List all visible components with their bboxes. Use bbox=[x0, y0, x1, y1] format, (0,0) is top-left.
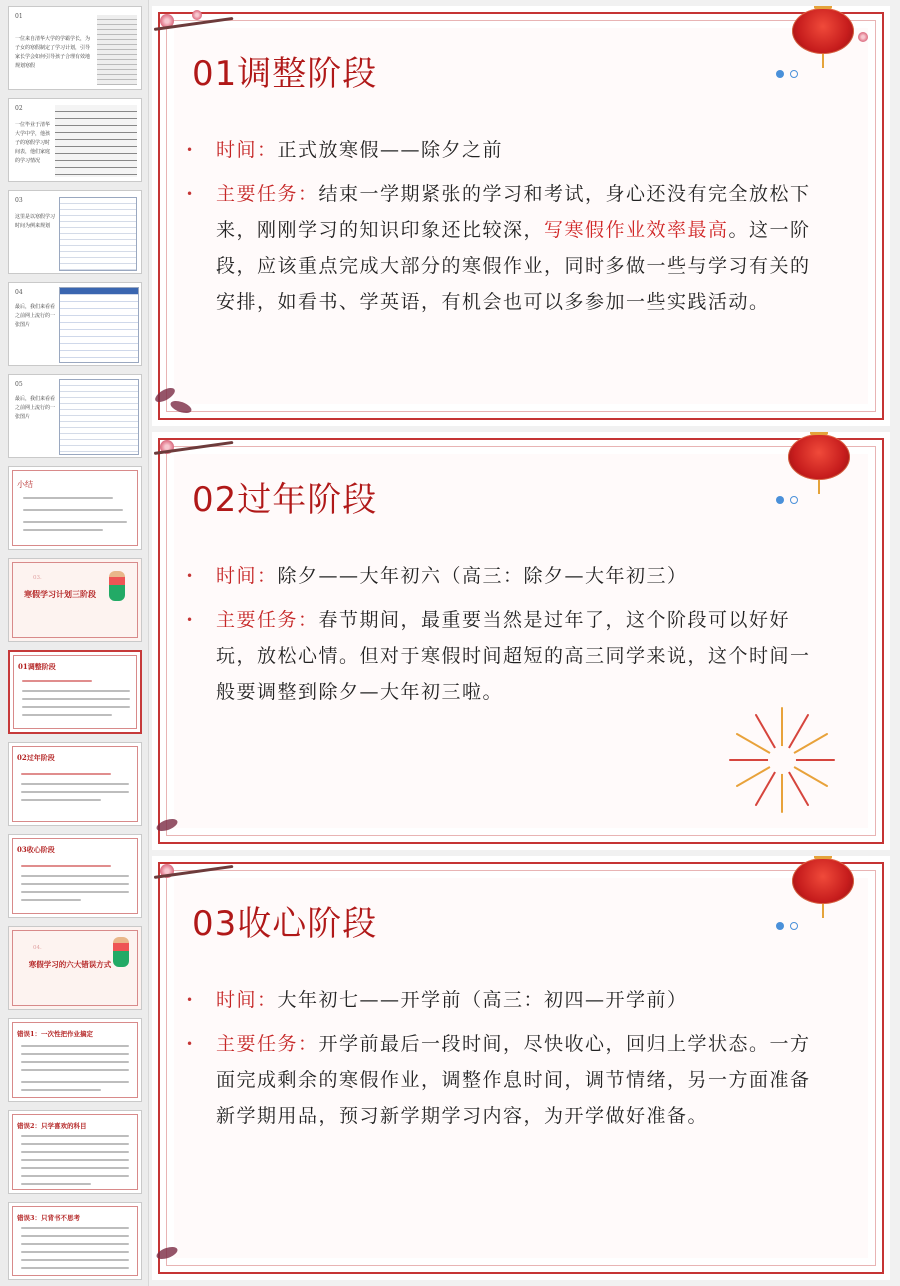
thumbnail-text-line bbox=[22, 680, 92, 682]
thumbnail-text: 最后，我们来看看之前网上流行的一张图片 bbox=[15, 396, 56, 420]
pagination-dots bbox=[776, 70, 806, 80]
thumbnail-number: 04 bbox=[15, 289, 23, 296]
thumbnail-text-line bbox=[21, 875, 129, 877]
thumbnail-text-line bbox=[21, 1089, 101, 1091]
bullet-text bbox=[216, 982, 816, 1018]
thumbnail-title: 错误1：一次性把作业搞定 bbox=[17, 1030, 94, 1038]
bullet-icon: • bbox=[186, 613, 195, 627]
thumbnail-text-line bbox=[22, 706, 130, 708]
thumbnail-slide-13[interactable] bbox=[8, 1110, 142, 1194]
dot-filled-icon bbox=[776, 496, 784, 504]
thumbnail-slide-10[interactable] bbox=[8, 834, 142, 918]
thumbnail-text-line bbox=[21, 1053, 129, 1055]
thumbnail-title: 错误2：只学喜欢的科目 bbox=[17, 1122, 87, 1130]
thumbnail-title: 错误3：只背书不思考 bbox=[17, 1214, 81, 1222]
task-text: 结束一学期紧张的学习和考试，身心还没有完全放松下来，刚刚学习的知识印象还比较深， bbox=[216, 183, 811, 241]
thumbnail-slide-14[interactable] bbox=[8, 1202, 142, 1280]
thumbnail-slide-3[interactable] bbox=[8, 190, 142, 274]
thumbnail-text: 最后，我们来看看之前网上流行的一张图片 bbox=[15, 304, 56, 328]
thumbnail-title: 寒假学习的六大错误方式 bbox=[28, 960, 112, 969]
thumbnail-slide-12[interactable] bbox=[8, 1018, 142, 1102]
thumbnail-text-line bbox=[21, 1143, 129, 1145]
time-value: 大年初七——开学前（高三：初四—开学前） bbox=[277, 989, 688, 1011]
slide-title: 02过年阶段 bbox=[192, 480, 378, 520]
thumbnail-text: 一位毕业于清华大学中学，他孩子的寒假学习时间表，他们家庭的学习情况 bbox=[15, 122, 51, 164]
person-illustration bbox=[109, 571, 125, 601]
thumbnail-text-line bbox=[21, 1183, 91, 1185]
slide-02-new-year-stage[interactable] bbox=[152, 432, 890, 850]
thumbnail-text-line bbox=[23, 497, 113, 499]
thumbnail-text-line bbox=[21, 1259, 129, 1261]
person-illustration bbox=[113, 937, 129, 967]
task-highlight: 写寒假作业效率最高 bbox=[544, 219, 729, 241]
slide-title: 03收心阶段 bbox=[192, 904, 378, 944]
thumbnail-text-line bbox=[21, 799, 101, 801]
thumbnail-text-line bbox=[21, 1061, 129, 1063]
thumbnail-text-line bbox=[21, 1159, 129, 1161]
thumbnail-text-line bbox=[21, 1251, 129, 1253]
thumbnail-slide-6[interactable] bbox=[8, 466, 142, 550]
slide-03-refocus-stage[interactable] bbox=[152, 856, 890, 1280]
thumbnail-text-line bbox=[21, 783, 129, 785]
time-label: 时间： bbox=[216, 989, 278, 1011]
thumbnail-title: 02过年阶段 bbox=[17, 753, 55, 762]
thumbnail-table bbox=[59, 197, 137, 271]
thumbnail-subtitle: 03. bbox=[33, 575, 42, 581]
thumbnail-text-line bbox=[21, 1081, 129, 1083]
task-text-continued: 。这一阶段，应该重点完成大部分的寒假作业，同时多做一些与学习有关的安排，如看书、学英语，有机会也可以多参加一些实践活动。 bbox=[216, 219, 811, 313]
thumbnail-slide-11[interactable] bbox=[8, 926, 142, 1010]
thumbnail-image bbox=[55, 105, 137, 177]
thumbnail-text-line bbox=[21, 1045, 129, 1047]
thumbnail-title: 03收心阶段 bbox=[17, 845, 55, 854]
bullet-icon: • bbox=[186, 143, 195, 157]
thumbnail-number: 01 bbox=[15, 13, 23, 20]
thumbnail-slide-5[interactable] bbox=[8, 374, 142, 458]
time-value: 除夕——大年初六（高三：除夕—大年初三） bbox=[277, 565, 688, 587]
thumbnail-text-line bbox=[21, 1235, 129, 1237]
task-label: 主要任务： bbox=[216, 183, 319, 205]
thumbnail-text-line bbox=[21, 883, 129, 885]
thumbnail-slide-7[interactable] bbox=[8, 558, 142, 642]
bullet-text bbox=[216, 176, 816, 320]
thumbnail-text-line bbox=[22, 698, 130, 700]
thumbnail-text-line bbox=[21, 1175, 129, 1177]
thumbnail-text-line bbox=[23, 509, 123, 511]
thumbnail-text-line bbox=[21, 1167, 129, 1169]
dot-outline-icon bbox=[790, 496, 798, 504]
pagination-dots bbox=[776, 922, 806, 932]
plum-blossom-icon bbox=[858, 32, 868, 42]
task-text: 春节期间，最重要当然是过年了，这个阶段可以好好玩，放松心情。但对于寒假时间超短的高三同学来说，这个时间一般要调整到除夕—大年初三啦。 bbox=[216, 609, 811, 703]
thumbnail-text-line bbox=[23, 529, 103, 531]
thumbnail-subtitle: 04. bbox=[33, 945, 42, 951]
bullet-text bbox=[216, 1026, 816, 1134]
thumbnail-text: 这里是以寒假学习时间为例来规划 bbox=[15, 214, 56, 229]
dot-filled-icon bbox=[776, 70, 784, 78]
time-label: 时间： bbox=[216, 139, 278, 161]
thumbnail-text-line bbox=[22, 690, 130, 692]
time-label: 时间： bbox=[216, 565, 278, 587]
slide-title: 01调整阶段 bbox=[192, 54, 378, 94]
bullet-text bbox=[216, 558, 816, 594]
thumbnail-slide-8[interactable] bbox=[8, 650, 142, 734]
thumbnail-number: 03 bbox=[15, 197, 23, 204]
task-label: 主要任务： bbox=[216, 1033, 319, 1055]
thumbnail-number: 02 bbox=[15, 105, 23, 112]
thumbnail-number: 05 bbox=[15, 381, 23, 388]
lantern-icon bbox=[788, 434, 850, 480]
dot-outline-icon bbox=[790, 70, 798, 78]
thumbnail-text-line bbox=[21, 899, 81, 901]
thumbnail-slide-9[interactable] bbox=[8, 742, 142, 826]
thumbnail-text-line bbox=[22, 714, 112, 716]
bullet-icon: • bbox=[186, 1037, 195, 1051]
thumbnail-slide-2[interactable] bbox=[8, 98, 142, 182]
pagination-dots bbox=[776, 496, 806, 506]
thumbnail-title: 寒假学习计划三阶段 bbox=[24, 589, 96, 599]
dot-filled-icon bbox=[776, 922, 784, 930]
task-text: 开学前最后一段时间，尽快收心，回归上学状态。一方面完成剩余的寒假作业，调整作息时间，调节情绪，另一方面准备新学期用品，预习新学期学习内容，为开学做好准备。 bbox=[216, 1033, 811, 1127]
lantern-icon bbox=[792, 8, 854, 54]
thumbnail-text-line bbox=[21, 1267, 129, 1269]
dot-outline-icon bbox=[790, 922, 798, 930]
bullet-text bbox=[216, 132, 816, 168]
bullet-icon: • bbox=[186, 569, 195, 583]
slide-01-adjustment-stage[interactable] bbox=[152, 6, 890, 426]
thumbnail-text-line bbox=[21, 1135, 129, 1137]
thumbnail-title: 小结 bbox=[17, 480, 33, 489]
bullet-icon: • bbox=[186, 993, 195, 1007]
thumbnail-image bbox=[97, 15, 137, 85]
thumbnail-slide-1[interactable] bbox=[8, 6, 142, 90]
thumbnail-slide-4[interactable] bbox=[8, 282, 142, 366]
thumbnail-text-line bbox=[21, 1069, 129, 1071]
thumbnail-text-line bbox=[23, 521, 127, 523]
plum-blossom-icon bbox=[192, 10, 202, 20]
thumbnail-text-line bbox=[21, 891, 129, 893]
thumbnail-text-line bbox=[21, 1243, 129, 1245]
bullet-icon: • bbox=[186, 187, 195, 201]
thumbnail-text-line bbox=[21, 1227, 129, 1229]
thumbnail-text-line bbox=[21, 773, 111, 775]
slide-thumbnail-panel bbox=[0, 0, 149, 1286]
thumbnail-title: 01调整阶段 bbox=[18, 662, 56, 671]
thumbnail-text-line bbox=[21, 865, 111, 867]
time-value: 正式放寒假——除夕之前 bbox=[277, 139, 504, 161]
task-label: 主要任务： bbox=[216, 609, 319, 631]
thumbnail-table bbox=[59, 379, 139, 455]
thumbnail-text: 一位来自清华大学的学霸学长，为子女的寒假制定了学习计划，引导家长学会如何引导孩子合理有效地规划寒假 bbox=[15, 36, 91, 69]
thumbnail-text-line bbox=[21, 791, 129, 793]
thumbnail-table bbox=[59, 287, 139, 363]
lantern-icon bbox=[792, 858, 854, 904]
thumbnail-text-line bbox=[21, 1151, 129, 1153]
bullet-text bbox=[216, 602, 816, 710]
